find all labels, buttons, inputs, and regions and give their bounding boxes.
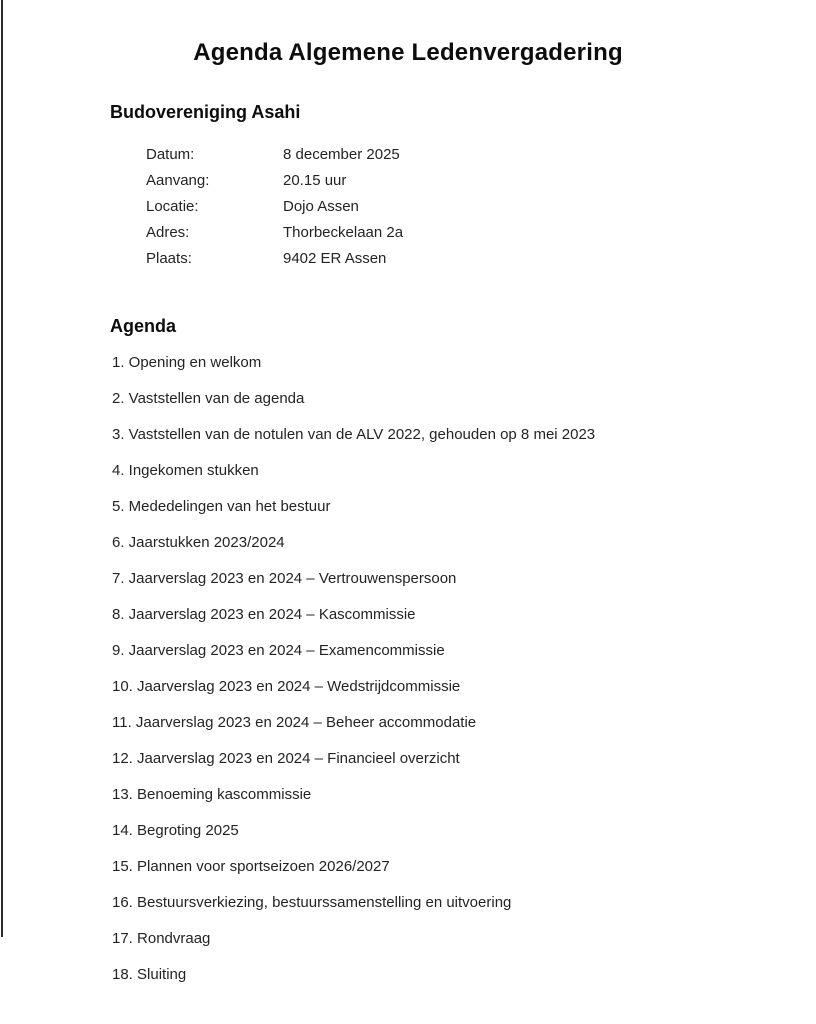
- organization-heading: Budovereniging Asahi: [110, 102, 301, 122]
- detail-label: Aanvang:: [146, 172, 210, 189]
- agenda-item: 10. Jaarverslag 2023 en 2024 – Wedstrijdcommissie: [112, 678, 461, 695]
- agenda-item: 4. Ingekomen stukken: [112, 462, 259, 479]
- detail-value: 9402 ER Assen: [283, 250, 387, 267]
- agenda-item: 17. Rondvraag: [112, 930, 211, 947]
- detail-value: Thorbeckelaan 2a: [283, 224, 404, 241]
- detail-label: Plaats:: [146, 250, 192, 267]
- agenda-item: 3. Vaststellen van de notulen van de ALV 2022, gehouden op 8 mei 2023: [112, 426, 596, 443]
- document-title: Agenda Algemene Ledenvergadering: [193, 39, 623, 66]
- detail-row-plaats: [146, 246, 816, 272]
- agenda-item: 7. Jaarverslag 2023 en 2024 – Vertrouwenspersoon: [112, 570, 457, 587]
- agenda-item: 16. Bestuursverkiezing, bestuurssamenstelling en uitvoering: [112, 894, 512, 911]
- detail-row-datum: [146, 142, 816, 168]
- agenda-item: 14. Begroting 2025: [112, 822, 239, 839]
- agenda-item: 6. Jaarstukken 2023/2024: [112, 534, 285, 551]
- detail-label: Locatie:: [146, 198, 199, 215]
- agenda-item: 1. Opening en welkom: [112, 354, 262, 371]
- agenda-item: 9. Jaarverslag 2023 en 2024 – Examencommissie: [112, 642, 445, 659]
- agenda-list: [112, 354, 816, 984]
- agenda-item: 18. Sluiting: [112, 966, 187, 983]
- detail-row-adres: [146, 220, 816, 246]
- agenda-item: 15. Plannen voor sportseizoen 2026/2027: [112, 858, 390, 875]
- agenda-item: 13. Benoeming kascommissie: [112, 786, 312, 803]
- agenda-item: 11. Jaarverslag 2023 en 2024 – Beheer accommodatie: [112, 714, 477, 731]
- agenda-item: 5. Mededelingen van het bestuur: [112, 498, 331, 515]
- agenda-item: 12. Jaarverslag 2023 en 2024 – Financieel overzicht: [112, 750, 460, 767]
- agenda-item: 8. Jaarverslag 2023 en 2024 – Kascommissie: [112, 606, 416, 623]
- page-edge-line: [1, 0, 3, 937]
- agenda-item: 2. Vaststellen van de agenda: [112, 390, 305, 407]
- detail-value: Dojo Assen: [283, 198, 359, 215]
- detail-row-aanvang: [146, 168, 816, 194]
- meeting-details: [146, 142, 816, 272]
- detail-label: Adres:: [146, 224, 190, 241]
- detail-label: Datum:: [146, 146, 195, 163]
- detail-value: 20.15 uur: [283, 172, 347, 189]
- detail-value: 8 december 2025: [283, 146, 400, 163]
- agenda-heading: Agenda: [110, 316, 177, 336]
- detail-row-locatie: [146, 194, 816, 220]
